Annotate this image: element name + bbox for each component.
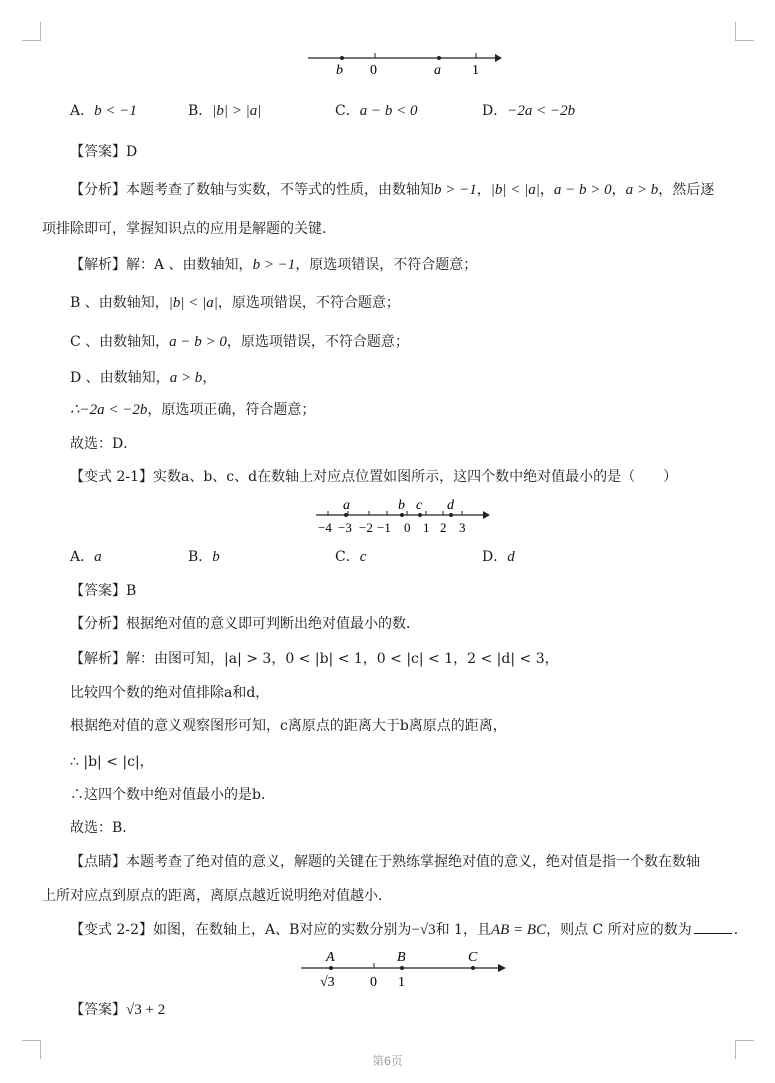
q2-comment-1: 【点睛】本题考查了绝对值的意义，解题的关键在于熟练掌握绝对值的意义，绝对值是指一个数在数轴 (70, 854, 700, 870)
q2-solution-3: 根据绝对值的意义观察图形可知，c离原点的距离大于b离原点的距离， (70, 718, 507, 734)
fig2-tick-label: 1 (423, 520, 430, 535)
q1-solution-5: ∴−2a < −2b，原选项正确，符合题意； (70, 402, 316, 418)
q1-solution-2: B 、由数轴知，|b| < |a|，原选项错误，不符合题意； (70, 295, 400, 311)
fig3-label-sqrt3: √3 (320, 975, 335, 990)
q2-answer: 【答案】B (70, 583, 137, 599)
fig3-label-zero: 0 (370, 975, 377, 990)
q2-option-a: A．a (70, 549, 102, 565)
answer-blank (694, 933, 732, 934)
q2-solution-1: 【解析】解：由图可知，|a| > 3，0 < |b| < 1，0 < |c| < 1，2 < |d| < 3， (70, 651, 559, 667)
fig2-tick-label: −4 (318, 520, 332, 535)
q1-option-b: B．|b| > |a| (188, 103, 262, 119)
fig1-label-zero: 0 (370, 63, 377, 78)
q1-choose: 故选：D． (70, 436, 138, 452)
fig3-label-A: A (326, 950, 335, 965)
number-line-figure-3 (298, 946, 518, 991)
q1-analysis-line2: 项排除即可，掌握知识点的应用是解题的关键． (42, 221, 336, 237)
q2-comment-2: 上所对应点到原点的距离，离原点越近说明绝对值越小． (42, 888, 392, 904)
q1-analysis: 【分析】本题考查了数轴与实数，不等式的性质，由数轴知b > −1，|b| < |a|，a − b > 0，a > b，然后逐 (70, 182, 715, 198)
q1-answer: 【答案】D (70, 144, 138, 160)
q1-solution-1: 【解析】解：A 、由数轴知，b > −1，原选项错误，不符合题意； (70, 257, 478, 273)
q2-solution-2: 比较四个数的绝对值排除a和d， (70, 685, 270, 701)
q2-solution-5: ∴这四个数中绝对值最小的是b． (70, 787, 275, 803)
q2-question: 【变式 2-1】实数a、b、c、d在数轴上对应点位置如图所示，这四个数中绝对值最小的是（ ） (70, 469, 678, 485)
fig2-label-d: d (447, 498, 454, 513)
fig2-tick-label: −2 (359, 520, 373, 535)
q1-solution-3: C 、由数轴知，a − b > 0，原选项错误，不符合题意； (70, 334, 409, 350)
fig2-tick-label: −1 (377, 520, 391, 535)
fig2-tick-label: −3 (338, 520, 352, 535)
fig3-label-one: 1 (398, 975, 405, 990)
fig3-label-B: B (397, 950, 406, 965)
fig1-label-b: b (336, 63, 343, 78)
q1-option-a: A．b < −1 (70, 103, 137, 119)
crop-mark-top-left (22, 22, 41, 41)
fig2-label-a: a (343, 498, 350, 513)
fig2-tick-label: 2 (440, 520, 447, 535)
fig3-label-C: C (468, 950, 478, 965)
q2-option-d: D．d (482, 549, 515, 565)
number-line-figure-1 (305, 42, 505, 82)
q2-option-b: B．b (188, 549, 220, 565)
q2-analysis: 【分析】根据绝对值的意义即可判断出绝对值最小的数． (70, 616, 420, 632)
q3-answer: 【答案】√3 + 2 (70, 1002, 166, 1018)
q1-solution-4: D 、由数轴知，a > b， (70, 370, 217, 386)
crop-mark-top-right (735, 22, 754, 41)
fig2-label-b: b (398, 498, 405, 513)
q2-option-c: C．c (335, 549, 367, 565)
fig2-label-c: c (416, 498, 423, 513)
q2-solution-4: ∴ |b| < |c|， (70, 754, 154, 770)
q1-option-d: D．−2a < −2b (482, 103, 576, 119)
q3-question: 【变式 2-2】如图，在数轴上，A、B对应的实数分别为−√3和 1，且AB = BC，则点 C 所对应的数为 ． (70, 922, 748, 938)
q2-choose: 故选：B． (70, 820, 137, 836)
fig1-label-one: 1 (472, 63, 479, 78)
number-line-figure-2 (313, 496, 503, 536)
page-number: 第6页 (372, 1054, 403, 1068)
fig1-label-a: a (434, 63, 441, 78)
fig2-tick-label: 3 (459, 520, 466, 535)
q1-option-c: C．a − b < 0 (335, 103, 418, 119)
fig2-tick-label: 0 (404, 520, 411, 535)
